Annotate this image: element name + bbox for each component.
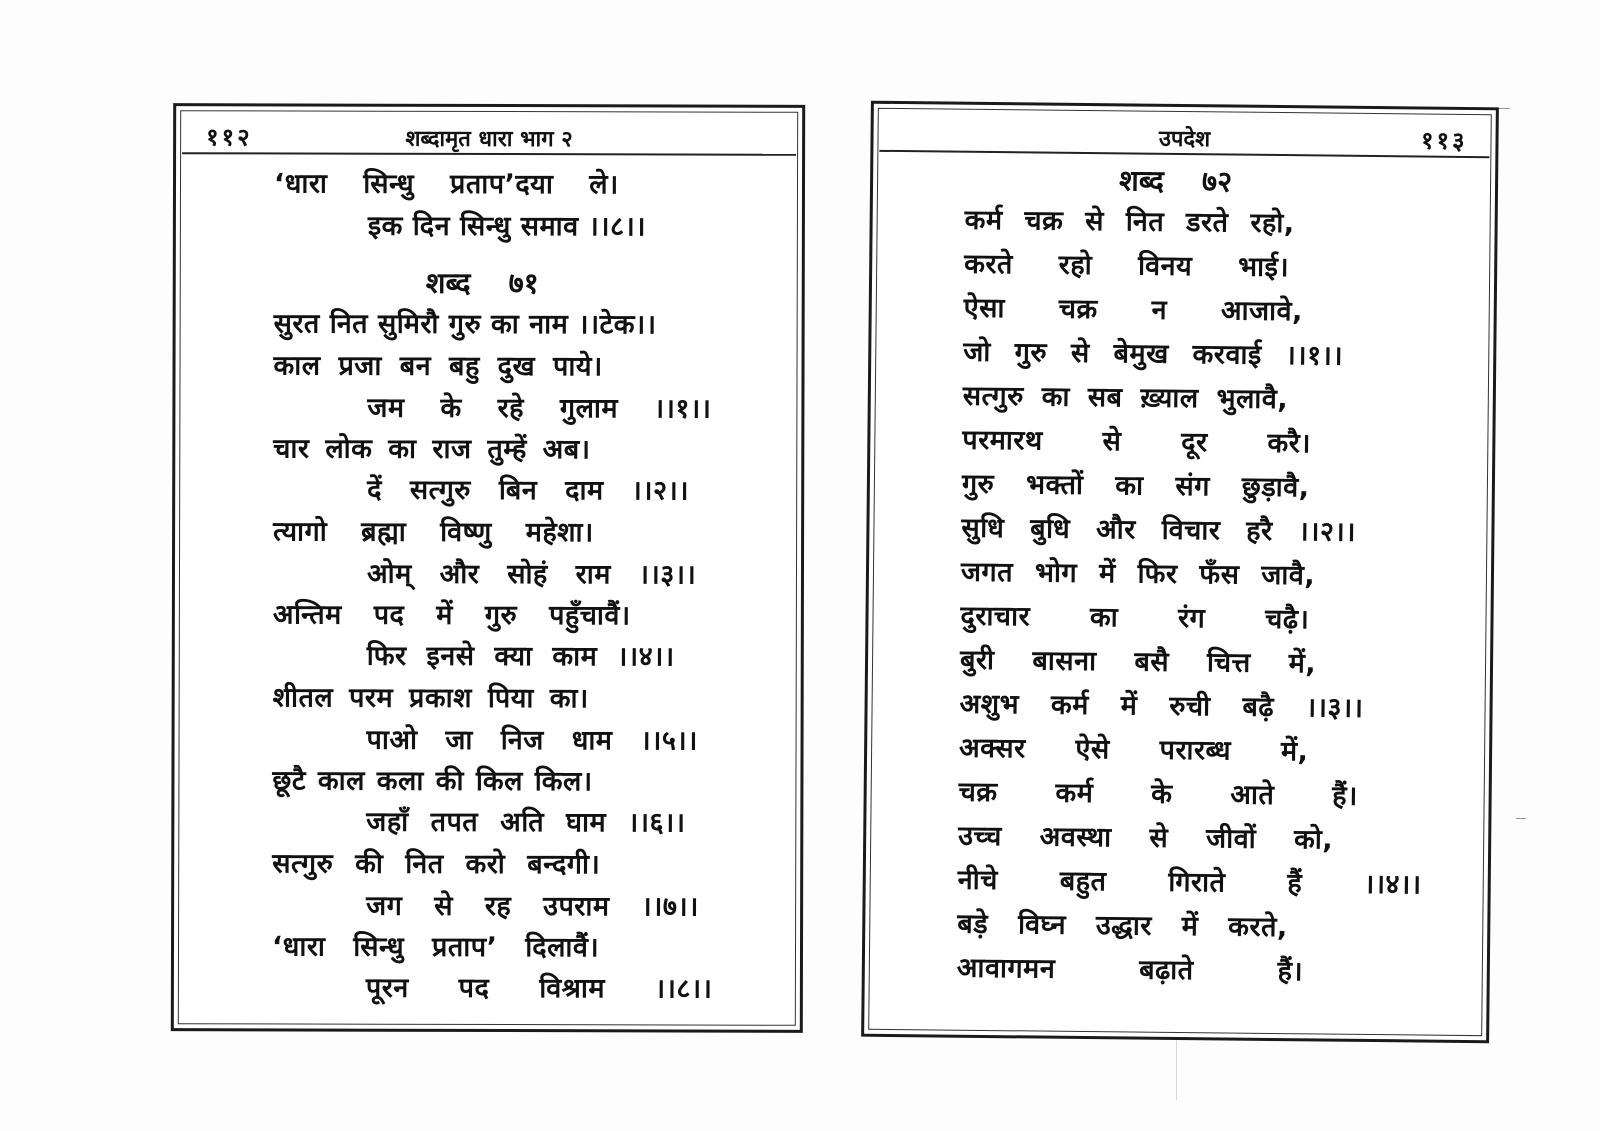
verse-line: दुराचार का रंग चढ़ै। bbox=[960, 600, 1310, 636]
verse-line: गुरु भक्तों का संग छुड़ावै, bbox=[961, 468, 1310, 504]
verse-line: उच्च अवस्था से जीवों को, bbox=[958, 820, 1334, 856]
verse-line: ऐसा चक्र न आजावे, bbox=[963, 292, 1304, 328]
section-heading: शब्द ७१ bbox=[425, 265, 539, 301]
verse-line: जग से रह उपराम ।।७।। bbox=[366, 890, 699, 923]
verse-line: सुरत नित सुमिरौ गुरु का नाम ।।टेक।। bbox=[273, 308, 657, 341]
verse-line: आवागमन बढ़ाते हैं। bbox=[956, 952, 1304, 988]
verse-line: अक्सर ऐसे परारब्ध में, bbox=[958, 732, 1309, 768]
verse-line: चक्र कर्म के आते हैं। bbox=[958, 776, 1358, 812]
verse-line: इक दिन सिन्धु समाव ।।८।। bbox=[367, 210, 647, 243]
section-heading: शब्द ७२ bbox=[1118, 163, 1233, 199]
page-body bbox=[176, 158, 802, 1005]
page-number: ११३ bbox=[1420, 126, 1468, 155]
verse-line: शीतल परम प्रकाश पिया का। bbox=[272, 682, 589, 715]
verse-line: जम के रहे गुलाम ।।१।। bbox=[367, 392, 712, 425]
verse-line: जगत भोग में फिर फँस जावै, bbox=[960, 556, 1316, 592]
page-header bbox=[182, 112, 796, 156]
verse-line: ‘धारा सिन्धु प्रताप’दया ले। bbox=[273, 168, 619, 201]
scan-speck bbox=[1516, 818, 1526, 819]
verse-line: काल प्रजा बन बहु दुख पाये। bbox=[273, 350, 603, 383]
verse-line: अन्तिम पद में गुरु पहुँचावैं। bbox=[272, 599, 631, 632]
verse-line: कर्म चक्र से नित डरते रहो, bbox=[964, 204, 1295, 240]
verse-line: चार लोक का राज तुम्हें अब। bbox=[273, 433, 591, 466]
verse-line: बड़े विघ्न उद्धार में करते, bbox=[957, 908, 1288, 944]
verse-line: पाओ जा निज धाम ।।५।। bbox=[366, 724, 698, 757]
verse-line: करते रहो विनय भाई। bbox=[964, 248, 1290, 284]
running-title: शब्दामृत धारा भाग २ bbox=[405, 126, 573, 153]
running-title: उपदेश bbox=[1158, 126, 1211, 153]
verse-line: ‘धारा सिन्धु प्रताप’ दिलावैं। bbox=[271, 931, 600, 964]
page-header bbox=[879, 110, 1489, 158]
verse-line: छूटै काल कला की किल किल। bbox=[272, 765, 593, 798]
verse-line: ओम् और सोहं राम ।।३।। bbox=[366, 558, 697, 591]
page-number: ११२ bbox=[206, 123, 253, 152]
verse-line: सत्गुरु की नित करो बन्दगी। bbox=[272, 848, 601, 881]
verse-line: सत्गुरु का सब ख़्याल भुलावै, bbox=[962, 380, 1289, 416]
verse-line: परमारथ से दूर करै। bbox=[962, 424, 1312, 460]
verse-line: फिर इनसे क्या काम ।।४।। bbox=[366, 640, 675, 673]
verse-line: जहाँ तपत अति घाम ।।६।। bbox=[366, 806, 686, 839]
verse-line: नीचे बहुत गिराते हैं ।।४।। bbox=[957, 864, 1422, 901]
verse-line: दें सत्गुरु बिन दाम ।।२।। bbox=[367, 474, 690, 507]
verse-line: त्यागो ब्रह्मा विष्णु महेशा। bbox=[273, 516, 594, 549]
verse-line: बुरी बासना बसै चित्त में, bbox=[959, 644, 1317, 680]
verse-line: पूरन पद विश्राम ।।८।। bbox=[365, 972, 713, 1005]
verse-line: सुधि बुधि और विचार हरै ।।२।। bbox=[961, 512, 1357, 548]
verse-line: अशुभ कर्म में रुची बढ़ै ।।३।। bbox=[959, 688, 1364, 724]
verse-line: जो गुरु से बेमुख करवाई ।।१।। bbox=[963, 336, 1344, 372]
right-page bbox=[861, 101, 1499, 1044]
left-page bbox=[171, 103, 805, 1033]
